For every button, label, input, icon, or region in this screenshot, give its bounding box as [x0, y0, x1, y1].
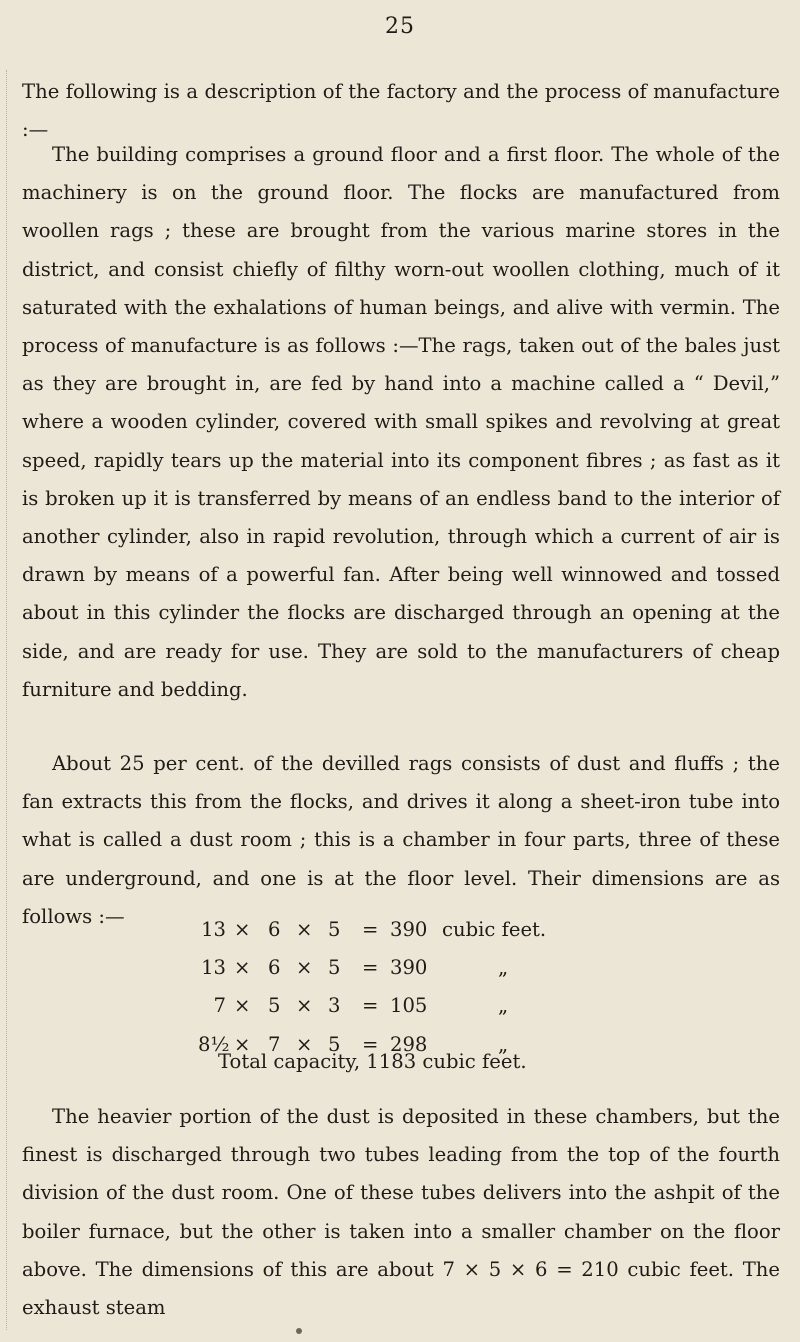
times-sign: ×: [234, 956, 251, 980]
building-paragraph: The building comprises a ground floor and a first floor. The whole of the machinery is on the ground floor. The flocks are manufactured from woollen rags ; these are brought from the various marine stores in the district, and consist chiefly of filthy worn-out woollen clothing, much of it saturated with the exhalations of human beings, and alive with vermin. The process of manufacture is as follows :—The rags, taken out of the bales just as they are brought in, are fed by hand into a machine called a “ Devil,” where a wooden cylinder, covered with small spikes and revolving at great speed, rapidly tears up the material into its component fibres ; as fast as it is broken up it is transferred by means of an endless band to the interior of another cylinder, also in rapid revolution, through which a current of air is drawn by means of a powerful fan. After being well winnowed and tossed about in this cylinder the flocks are discharged through an opening at the side, and are ready for use. They are sold to the manufacturers of cheap furniture and bedding.: [22, 143, 780, 701]
total-capacity: Total capacity, 1183 cubic feet.: [218, 1050, 527, 1073]
equals-sign: =: [362, 1032, 379, 1056]
dim-c: 5: [328, 918, 341, 941]
equals-sign: =: [362, 956, 379, 980]
dim-c: 5: [328, 956, 341, 980]
dimensions-row: [198, 987, 628, 1025]
dim-a: 8½: [198, 1032, 230, 1056]
dust-paragraph-block: [22, 745, 780, 936]
heavier-paragraph-block: [22, 1098, 780, 1327]
ditto-mark: „: [498, 994, 509, 1018]
dim-result: 298: [390, 1032, 428, 1056]
dim-a: 13: [201, 918, 226, 941]
equals-sign: =: [362, 918, 379, 941]
times-sign: ×: [234, 1032, 251, 1056]
dim-b: 7: [268, 1032, 281, 1056]
dim-b: 5: [268, 994, 281, 1018]
heavier-paragraph: The heavier portion of the dust is deposited in these chambers, but the finest is discharged through two tubes leading from the top of the fourth division of the dust room. One of these tubes delivers into the ashpit of the boiler furnace, but the other is taken into a smaller chamber on the floor above. The dimensions of this are about 7 × 5 × 6 = 210 cubic feet. The exhaust steam: [22, 1105, 780, 1320]
ditto-mark: „: [498, 1032, 509, 1056]
dust-paragraph: About 25 per cent. of the devilled rags consists of dust and fluffs ; the fan extracts this from the flocks, and drives it along a sheet-iron tube into what is called a dust room ; this is a chamber in four parts, three of these are underground, and one is at the floor level. Their dimensions are as follows :—: [22, 752, 780, 928]
dimensions-table: [198, 911, 628, 1064]
dim-c: 5: [328, 1032, 341, 1056]
equals-sign: =: [362, 994, 379, 1018]
ditto-mark: „: [498, 956, 509, 980]
dim-result: 390: [390, 956, 428, 980]
unit-label: cubic feet.: [442, 918, 547, 941]
dim-c: 3: [328, 994, 341, 1018]
dim-b: 6: [268, 956, 281, 980]
dim-result: 390: [390, 918, 428, 941]
ink-spot: [296, 1328, 302, 1334]
building-paragraph-block: [22, 136, 780, 709]
times-sign: ×: [234, 994, 251, 1018]
times-sign: ×: [234, 918, 251, 941]
dim-a: 13: [201, 956, 226, 980]
times-sign: ×: [296, 956, 313, 980]
times-sign: ×: [296, 994, 313, 1018]
dim-a: 7: [213, 994, 226, 1018]
times-sign: ×: [296, 918, 313, 941]
binding-edge: [6, 70, 17, 1330]
times-sign: ×: [296, 1032, 313, 1056]
dimensions-row: [198, 911, 628, 949]
dim-result: 105: [390, 994, 428, 1018]
dimensions-row: [198, 949, 628, 987]
intro-paragraph: The following is a description of the factory and the process of manufacture :—: [22, 80, 780, 142]
page-number: 25: [385, 14, 415, 39]
dim-b: 6: [268, 918, 281, 941]
